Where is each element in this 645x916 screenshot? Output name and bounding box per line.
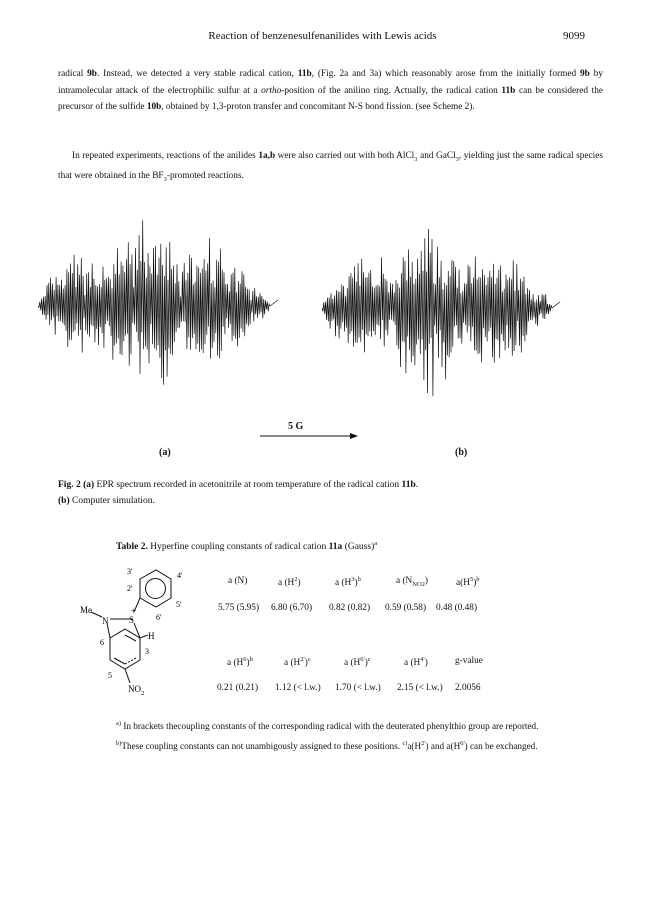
atom-label-3p: 3': [127, 567, 133, 576]
value-a-h6: 0.21 (0.21): [217, 683, 259, 693]
ring-position-5: 5: [108, 671, 112, 680]
header-a-h4p: a $(H^{4'})$: [404, 656, 428, 669]
value-a-n: 5.75 (5.95): [218, 603, 260, 613]
header-a-h6p: a $(H^{6'})^c$: [344, 656, 371, 669]
page-number: 9099: [563, 30, 585, 42]
header-a-h2: a $(H^2)$: [278, 576, 301, 589]
epr-spectrum-figure: [30, 196, 590, 446]
spectrum-label-a: (a): [159, 447, 171, 458]
nitro-group-label: $NO_2$: [128, 684, 145, 697]
ring-position-6: 6: [100, 638, 104, 647]
running-header: Reaction of benzenesulfenanilides with Lewis acids: [208, 30, 437, 42]
cation-charge: +: [131, 606, 137, 616]
value-a-h3: 0.82 (0.82): [329, 603, 371, 613]
value-a-nno2: 0.59 (0.58): [385, 603, 427, 613]
table-row-2-values: [0, 683, 645, 697]
header-a-h5: $a(H^5)^b$: [456, 576, 480, 589]
table-caption: Table 2. Hyperfine coupling constants of radical cation 11a (Gauss)$^a$: [116, 540, 378, 553]
atom-label-2p: 2': [127, 584, 133, 593]
atom-label-6p: 6': [156, 613, 162, 622]
value-a-h6p: 1.70 (< l.w.): [335, 683, 381, 693]
table-row-2-headers: [0, 656, 645, 670]
header-a-nno2: a $(N_{NO2})$: [396, 576, 429, 588]
table-footnotes: $^{a)}$ In brackets thecoupling constants of the corresponding radical with the deuterated phenylthio group are reported. $^{b)}$These coupling constants can not unambigously assigned to these positions. $^{c)}a(H^{2'})$ and $a(H^{6'})$ can be exchanged.: [116, 720, 539, 752]
header-a-n: a (N): [228, 576, 248, 586]
ring-position-3: 3: [145, 647, 149, 656]
table-row-1-headers: [0, 576, 645, 590]
value-a-h2p: 1.12 (< l.w.): [275, 683, 321, 693]
value-a-h5: 0.48 (0.48): [436, 603, 478, 613]
epr-spectrum-experimental: [38, 220, 278, 384]
value-a-h2: 6.80 (6.70): [271, 603, 313, 613]
header-a-h3: a $(H^3)^b$: [335, 576, 361, 589]
epr-spectrum-simulation: [322, 229, 560, 396]
spectrum-label-b: (b): [455, 447, 468, 458]
value-g-value: 2.0056: [455, 683, 481, 693]
sulfur-label: S: [129, 615, 135, 625]
hydrogen-label: H: [148, 631, 155, 641]
header-a-h2p: a $(H^{2'})^c$: [284, 656, 311, 669]
methyl-label: Me: [80, 605, 92, 615]
scale-bar-label: 5 G: [288, 421, 304, 432]
paragraph-1: radical 9b. Instead, we detected a very stable radical cation, 11b, (Fig. 2a and 3a) which reasonably arose from the initially formed 9b by intramolecular attack of the electrophilic sulfur at a ortho-position of the anilino ring. Actually, the radical cation 11b can be considered the precursor of the sulfide 10b, obtained by 1,3-proton transfer and concomitant N-S bond fission. (see Scheme 2).: [58, 69, 603, 112]
figure-caption: Fig. 2 (a) EPR spectrum recorded in acetonitrile at room temperature of the radical cation 11b. (b) Computer simulation.: [58, 480, 419, 506]
atom-label-5p: 5': [176, 600, 182, 609]
header-g-value: g-value: [455, 656, 483, 666]
paragraph-2: In repeated experiments, reactions of the anilides 1a,b were also carried out with both AlCl$_3$ and GaCl$_3$, yielding just the same radical species that were obtained in the $BF_3$-promoted reactions.: [58, 151, 603, 184]
value-a-h4p: 2.15 (< l.w.): [397, 683, 443, 693]
nitrogen-label: N: [102, 616, 109, 626]
table-row-1-values: [0, 603, 645, 617]
header-a-h6: a $(H^6)^b$: [227, 656, 253, 669]
atom-label-4p: 4': [177, 571, 183, 580]
scale-bar-arrowhead: [350, 433, 358, 439]
